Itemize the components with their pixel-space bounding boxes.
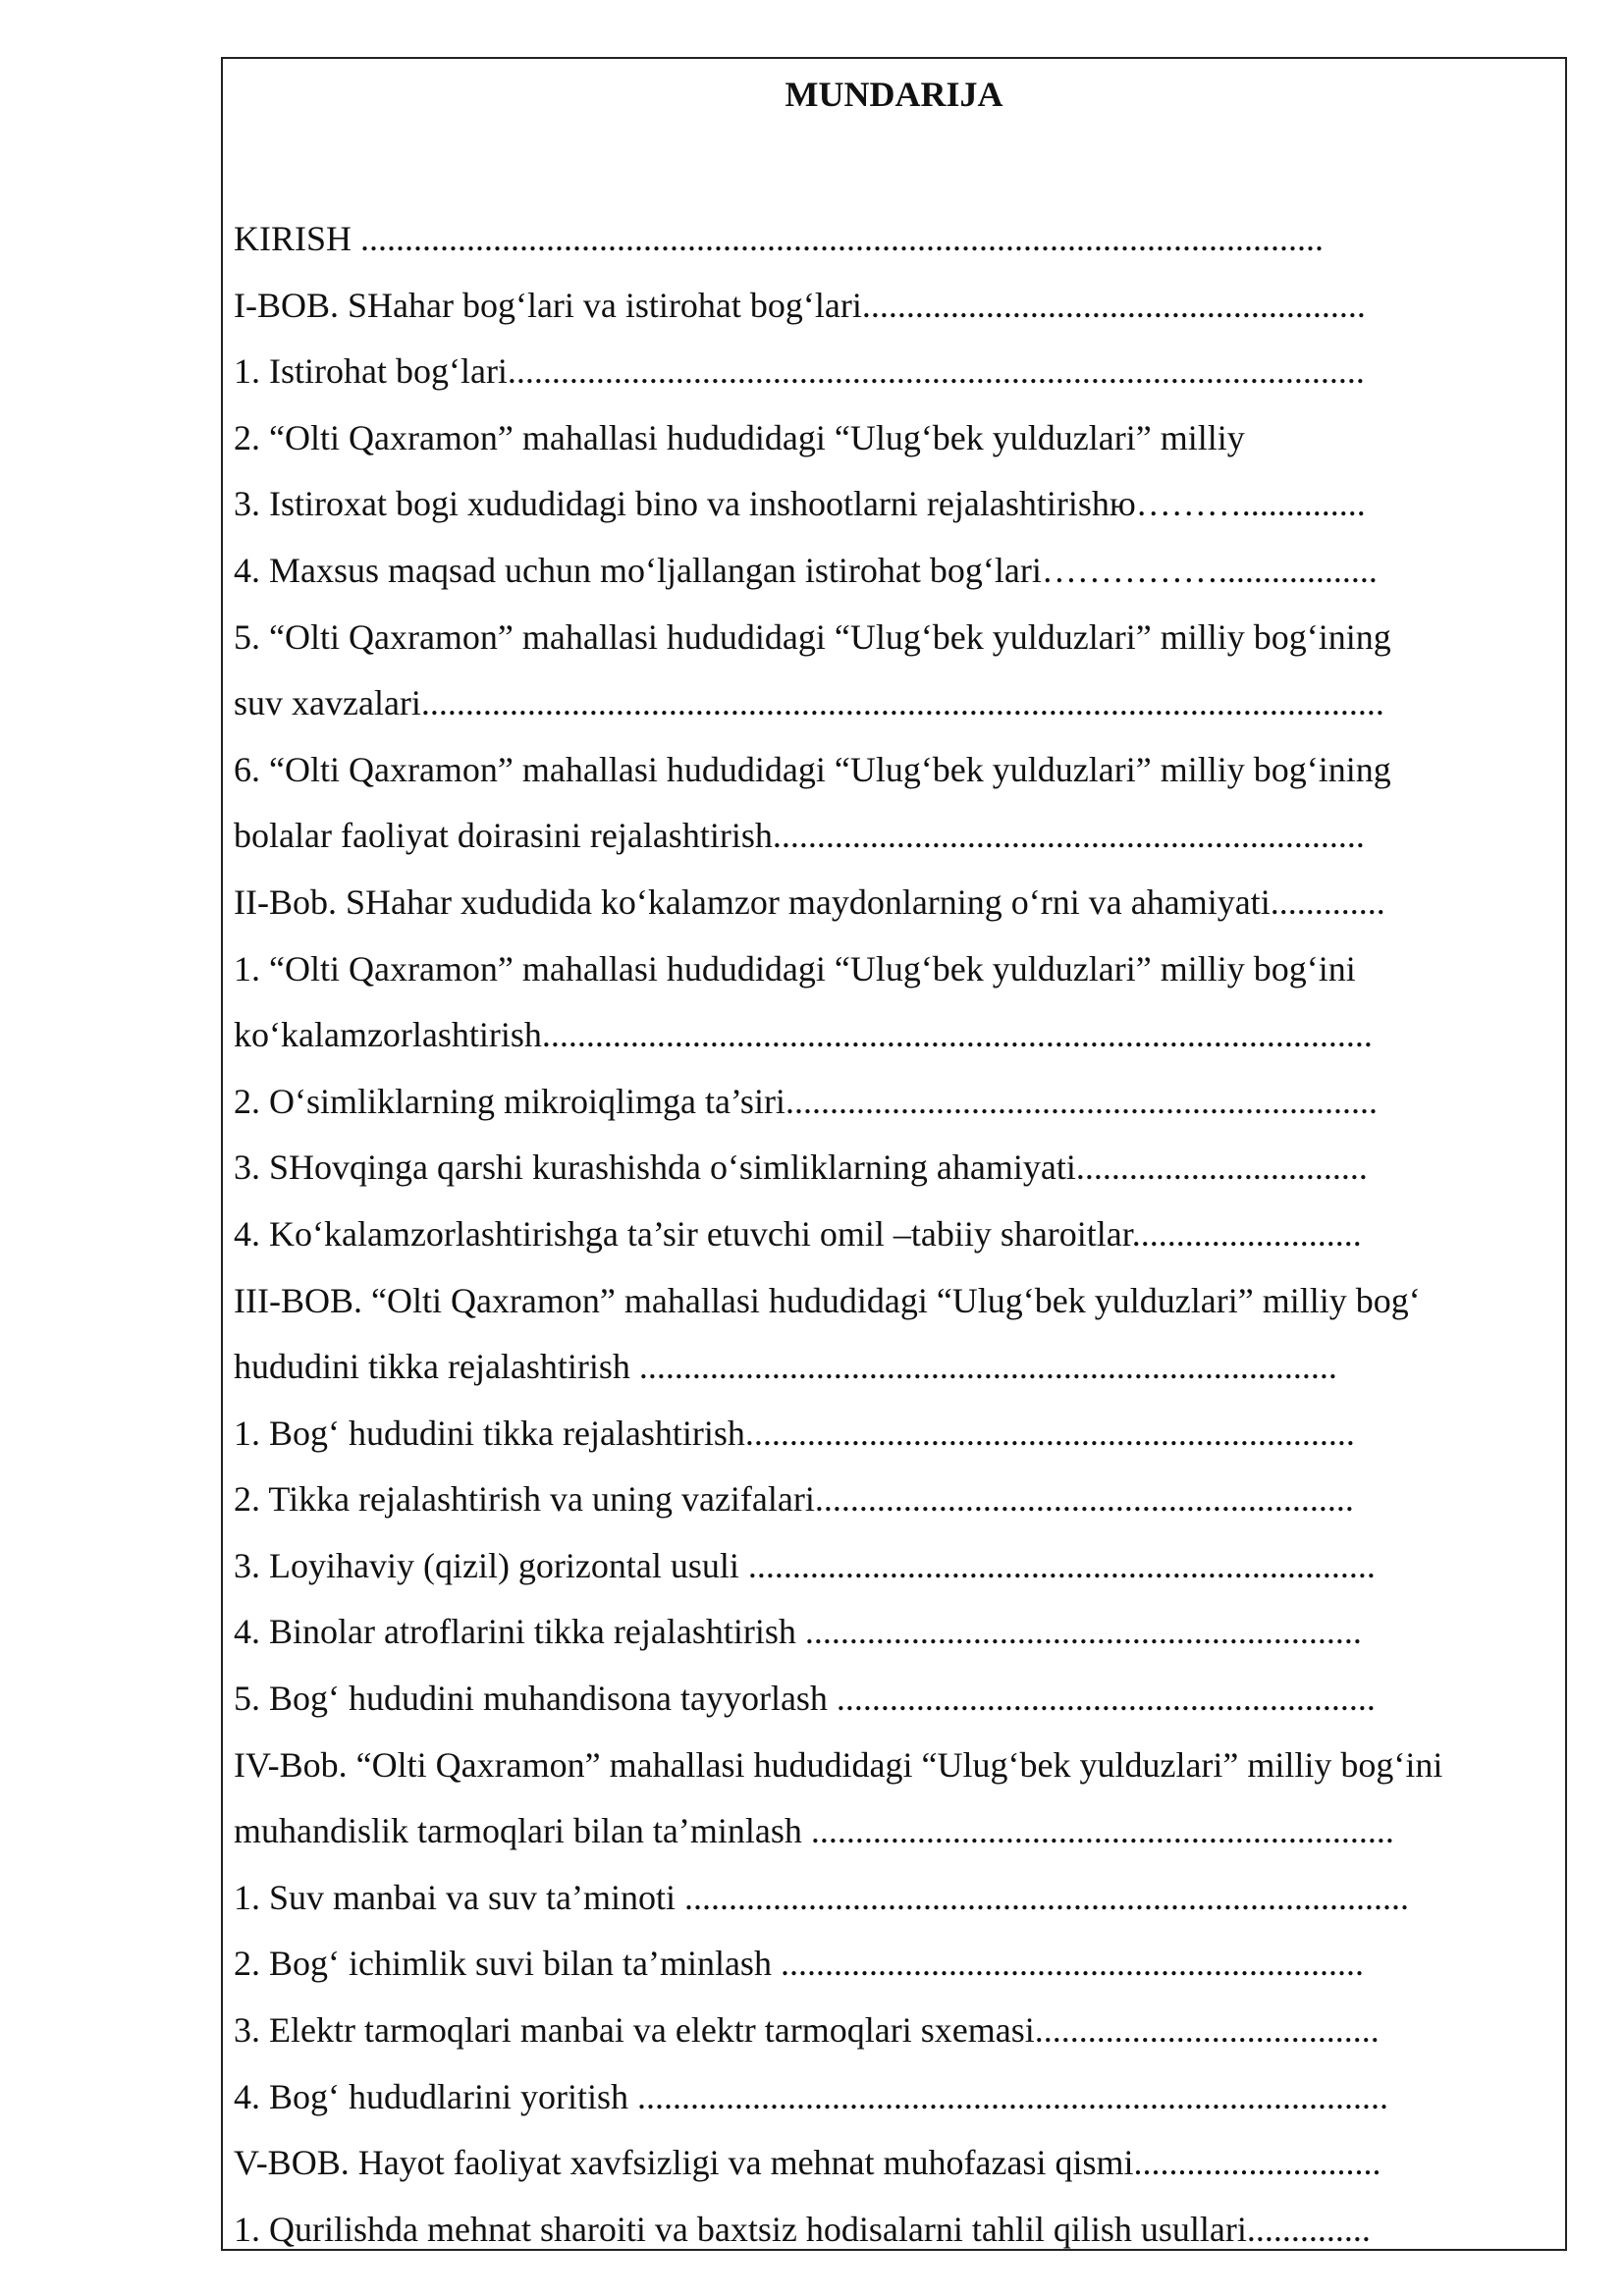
table-of-contents	[234, 206, 1559, 2263]
toc-line: 5. “Olti Qaxramon” mahallasi hududidagi “Ulug‘bek yulduzlari” milliy bog‘ining	[234, 616, 1391, 657]
toc-line: I-BOB. SHahar bog‘lari va istirohat bog‘lari.........................................................	[234, 285, 1366, 325]
page-frame	[221, 57, 1567, 2251]
toc-line: II-Bob. SHahar xududida ko‘kalamzor maydonlarning o‘rni va ahamiyati.............	[234, 881, 1385, 922]
toc-line: 4. Maxsus maqsad uchun mo‘ljallangan istirohat bog‘lari……………..................	[234, 550, 1378, 590]
toc-line: 1. Bog‘ hududini tikka rejalashtirish.....................................................................	[234, 1413, 1355, 1453]
toc-line: 5. Bog‘ hududini muhandisona tayyorlash .............................................................	[234, 1679, 1376, 1719]
toc-line: V-BOB. Hayot faoliyat xavfsizligi va mehnat muhofazasi qismi............................	[234, 2143, 1381, 2183]
toc-line: 1. Istirohat bog‘lari.................................................................................................	[234, 351, 1365, 392]
toc-line: suv xavzalari.............................................................................................................	[234, 683, 1384, 723]
page-title: MUNDARIJA	[785, 75, 1003, 114]
toc-line: 1. Suv manbai va suv ta’minoti ..................................................................................	[234, 1877, 1409, 1917]
toc-line: 1. Qurilishda mehnat sharoiti va baxtsiz hodisalarni tahlil qilish usullari..............	[234, 2209, 1371, 2249]
toc-line: 3. Istiroxat bogi xududidagi bino va inshootlarni rejalashtirishю………..............	[234, 484, 1366, 524]
toc-line: 3. SHovqinga qarshi kurashishda o‘simliklarning ahamiyati.................................	[234, 1148, 1368, 1188]
toc-line: 4. Bog‘ hududlarini yoritish .....................................................................................	[234, 2076, 1388, 2116]
toc-line: 3. Loyihaviy (qizil) gorizontal usuli .......................................................................	[234, 1545, 1376, 1585]
toc-line: bolalar faoliyat doirasini rejalashtirish...................................................................	[234, 816, 1365, 856]
toc-line: 2. “Olti Qaxramon” mahallasi hududidagi “Ulug‘bek yulduzlari” milliy	[234, 417, 1245, 457]
toc-line: KIRISH .............................................................................................................	[234, 219, 1325, 258]
toc-line: 6. “Olti Qaxramon” mahallasi hududidagi “Ulug‘bek yulduzlari” milliy bog‘ining	[234, 749, 1391, 789]
toc-line: 2. O‘simliklarning mikroiqlimga ta’siri...................................................................	[234, 1081, 1378, 1121]
toc-line: hududini tikka rejalashtirish ...............................................................................	[234, 1347, 1337, 1387]
toc-line: 4. Binolar atroflarini tikka rejalashtirish ...............................................................	[234, 1612, 1362, 1652]
toc-line: 2. Bog‘ ichimlik suvi bilan ta’minlash ..................................................................	[234, 1944, 1364, 1984]
toc-line: IV-Bob. “Olti Qaxramon” mahallasi hududidagi “Ulug‘bek yulduzlari” milliy bog‘ini	[234, 1744, 1443, 1785]
toc-line: 2. Tikka rejalashtirish va uning vazifalari.............................................................	[234, 1479, 1354, 1520]
toc-line: 3. Elektr tarmoqlari manbai va elektr tarmoqlari sxemasi.......................................	[234, 2010, 1380, 2051]
toc-line: III-BOB. “Olti Qaxramon” mahallasi hududidagi “Ulug‘bek yulduzlari” milliy bog‘	[234, 1280, 1421, 1320]
toc-line: 4. Ko‘kalamzorlashtirishga ta’sir etuvchi omil –tabiiy sharoitlar..........................	[234, 1213, 1362, 1254]
toc-line: muhandislik tarmoqlari bilan ta’minlash ..................................................................	[234, 1811, 1394, 1851]
toc-line: 1. “Olti Qaxramon” mahallasi hududidagi “Ulug‘bek yulduzlari” milliy bog‘ini	[234, 948, 1356, 988]
toc-line: ko‘kalamzorlashtirish..............................................................................................	[234, 1015, 1373, 1055]
